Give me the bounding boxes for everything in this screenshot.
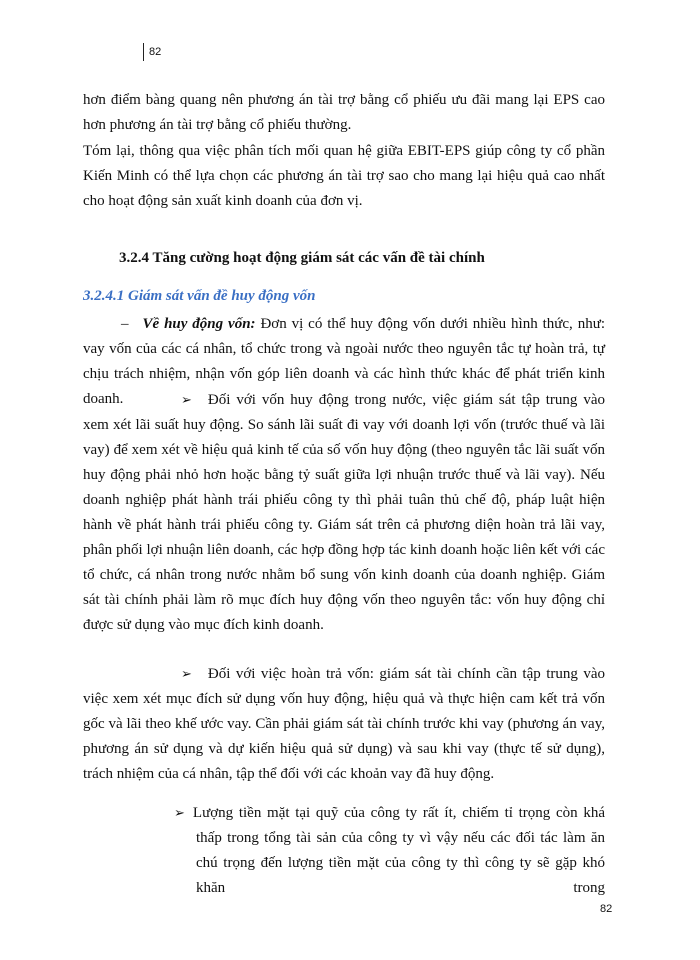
arrow-item-cash-on-hand bbox=[174, 800, 605, 901]
paragraph-summary: Tóm lại, thông qua việc phân tích mối quan hệ giữa EBIT-EPS giúp công ty cổ phần Kiến Minh có thể lựa chọn các phương án tài trợ sao cho mang lại hiệu quả cao nhất cho hoạt động sản xuất kinh doanh của đơn vị. bbox=[83, 143, 605, 209]
arrow-item-repayment bbox=[83, 661, 605, 787]
section-heading: 3.2.4 Tăng cường hoạt động giám sát các vấn đề tài chính bbox=[119, 250, 485, 266]
section-subheading: 3.2.4.1 Giám sát vấn đề huy động vốn bbox=[83, 288, 316, 304]
dash-item-text: Đơn vị có thể huy động vốn dưới nhiều hình thức, như: vay vốn của các cá nhân, tổ chức trong và ngoài nước theo nguyên tắc tự hoàn trả, tự chịu trách nhiệm, nhận vốn góp liên doanh và các hình thức khác để phát triển kinh doanh. bbox=[83, 316, 605, 407]
arrow-bullet-icon: ➢ bbox=[181, 392, 192, 407]
footer-page-number: 82 bbox=[600, 903, 613, 915]
arrow-bullet-icon: ➢ bbox=[181, 666, 192, 681]
arrow-bullet-icon: ➢ bbox=[174, 805, 185, 820]
arrow-item-text: Đối với vốn huy động trong nước, việc giám sát tập trung vào xem xét lãi suất huy động. So sánh lãi suất đi vay với doanh lợi vốn (trước thuế và lãi vay) để xem xét về hiệu quả kinh tế của số vốn huy động (theo nguyên tắc lãi suất vốn huy động phải nhỏ hơn hoặc bằng tỷ suất giữa lợi nhuận trước thuế và lãi vay). Nếu doanh nghiệp phát hành trái phiếu công ty thì phải tuân thủ chế độ, pháp luật hiện hành về phát hành trái phiếu công ty. Giám sát trên cả phương diện hoàn trả lãi vay, phân phối lợi nhuận liên doanh, các hợp đồng hợp tác kinh doanh hoặc liên kết với các tổ chức, cá nhân trong nước nhằm bổ sung vốn kinh doanh của doanh nghiệp. Giám sát tài chính phải làm rõ mục đích huy động vốn theo nguyên tắc: vốn huy động chỉ được sử dụng vào mục đích kinh doanh. bbox=[83, 392, 605, 633]
paragraph-eps-conclusion: hơn điểm bàng quang nên phương án tài trợ bằng cổ phiếu ưu đãi mang lại EPS cao hơn phương án tài trợ bằng cổ phiếu thường. bbox=[83, 92, 605, 133]
header-page-number: 82 bbox=[143, 43, 161, 61]
dash-bullet: – bbox=[121, 316, 129, 332]
arrow-item-text: Lượng tiền mặt tại quỹ của công ty rất ít, chiếm tỉ trọng còn khá thấp trong tổng tài sản của công ty vì vậy nếu các đối tác làm ăn chú trọng đến lượng tiền mặt của công ty thì công ty sẽ gặp khó khăn trong bbox=[192, 805, 605, 896]
arrow-item-domestic-capital bbox=[83, 387, 605, 638]
arrow-item-text: Đối với việc hoàn trả vốn: giám sát tài chính cần tập trung vào việc xem xét mục đích sử dụng vốn huy động, hiệu quả và thực hiện cam kết trả vốn gốc và lãi theo khế ước vay. Cần phải giám sát tài chính trước khi vay (phương án vay, phương án sử dụng và dự kiến hiệu quả sử dụng) và sau khi vay (thực tế sử dụng), trách nhiệm của cá nhân, tập thể đối với các khoản vay đã huy động. bbox=[83, 666, 605, 782]
dash-item-lead: Về huy động vốn: bbox=[142, 316, 256, 332]
